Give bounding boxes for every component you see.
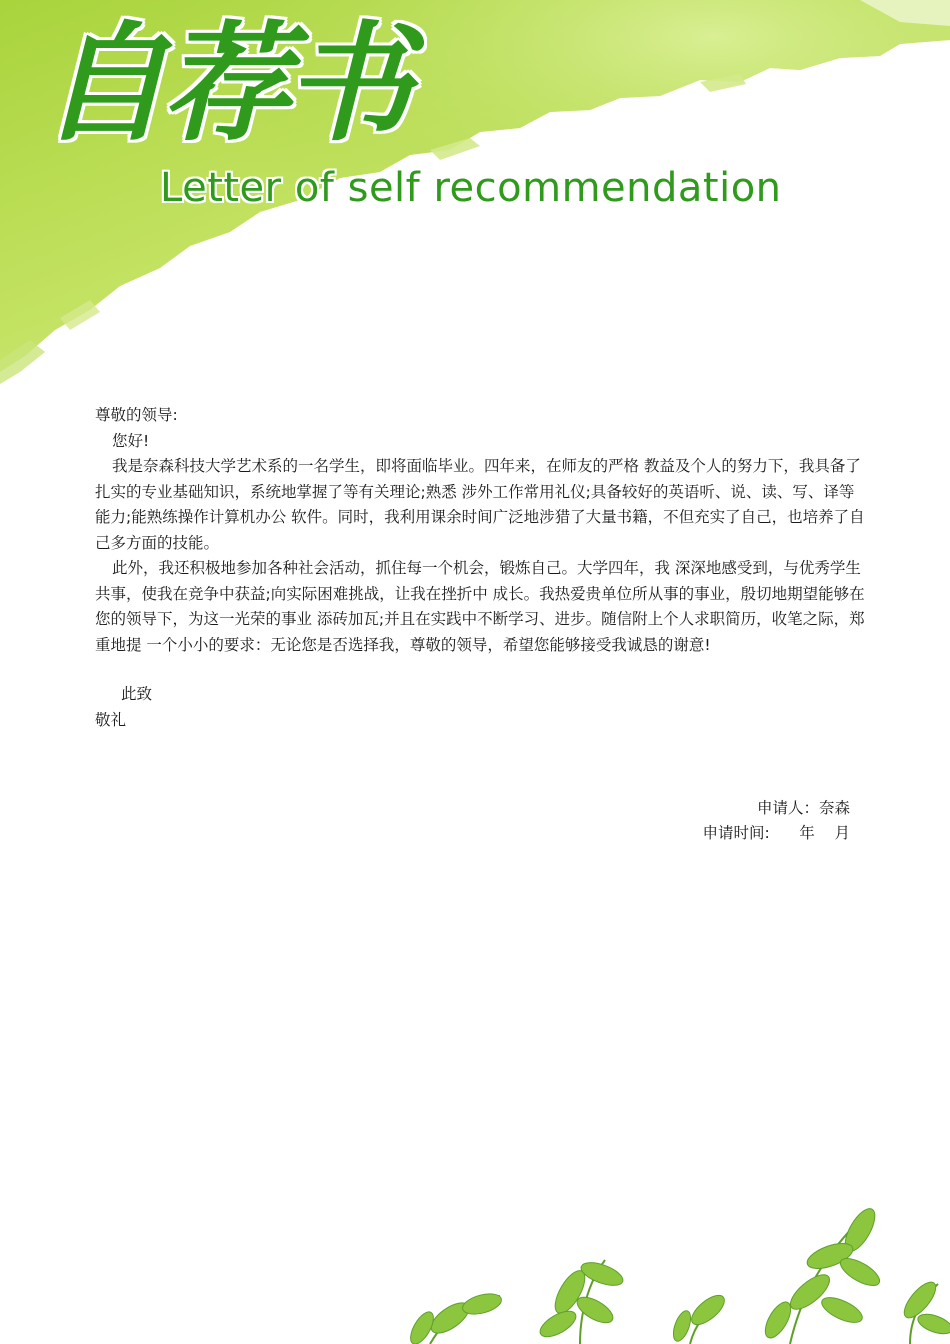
closing-line-1: 此致 [121, 685, 153, 703]
page-title-chinese: 自荐书 [40, 9, 407, 159]
signature-block [703, 796, 851, 846]
application-date: 申请时间: 年 月 [702, 824, 850, 842]
closing-line-2: 敬礼 [95, 710, 127, 729]
leaves-decoration [390, 1200, 950, 1344]
applicant-name: 申请人：奈森 [756, 799, 850, 817]
salutation: 尊敬的领导: [95, 406, 178, 424]
paragraph-2: 此外，我还积极地参加各种社会活动，抓住每一个机会，锻炼自己。大学四年，我 深深地感受到，与优秀学生共事，使我在竞争中获益;向实际困难挑战，让我在挫折中 成长。我热爱贵单位所从事的事业，殷切地期望能够在您的领导下，为这一光荣的事业 添砖加瓦;并且在实践中不断学习、进步。随信附上个人求职简历，收笔之际，郑重地提 一个小小的要求：无论您是否选择我，尊敬的领导，希望您能够接受我诚恳的谢意! [95, 559, 865, 654]
paragraph-1: 我是奈森科技大学艺术系的一名学生，即将面临毕业。四年来，在师友的严格 教益及个人的努力下，我具备了扎实的专业基础知识，系统地掌握了等有关理论;熟悉 涉外工作常用礼仪;具备较好的英语听、说、读、写、译等能力;能熟练操作计算机办公 软件。同时，我利用课余时间广泛地涉猎了大量书籍，不但充实了自己，也培养了自 己多方面的技能。 [95, 457, 865, 552]
spacer [95, 658, 865, 682]
page-subtitle-english: Letter of self recommendation [160, 165, 782, 211]
letter-body [95, 403, 865, 733]
greeting: 您好! [112, 431, 150, 450]
